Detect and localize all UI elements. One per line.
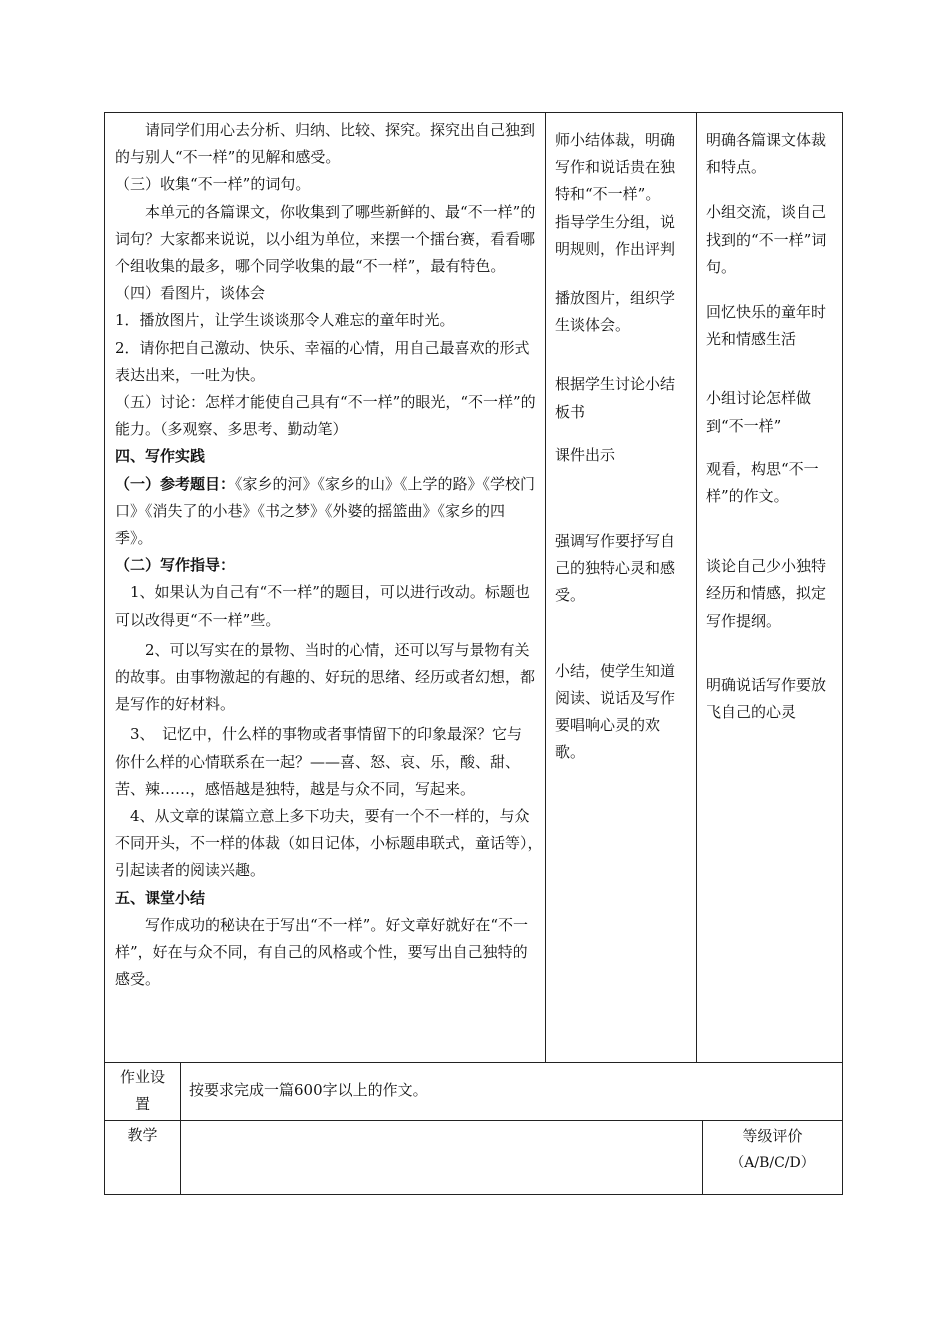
guide-item: 3、 记忆中，什么样的事物或者事情留下的印象最深？它与你什么样的心情联系在一起？——喜、怒、哀、乐，酸、甜、苦、辣……，感悟越是独特，越是与众不同，写起来。: [115, 725, 523, 798]
section-heading-5: （五）讨论：怎样才能使自己具有“不一样”的眼光，“不一样”的能力。（多观察、多思考、勤动笔）: [115, 393, 536, 439]
process-row: [105, 113, 843, 1063]
lesson-plan-sheet: [104, 112, 842, 1195]
section-title-practice: 四、写作实践: [115, 447, 206, 466]
guide-item: 2、可以写实在的景物、当时的心情，还可以写与景物有关的故事。由事物激起的有趣的、好玩的思绪、经历或者幻想，都是写作的好材料。: [115, 640, 536, 714]
evaluation-row: [105, 1121, 843, 1195]
teacher-note: 强调写作要抒写自己的独特心灵和感受。: [555, 532, 676, 605]
homework-row: [105, 1063, 843, 1121]
list-item: 2．请你把自己激动、快乐、幸福的心情，用自己最喜欢的形式表达出来，一吐为快。: [115, 338, 530, 384]
section-heading-3: （三）收集“不一样”的词句。: [115, 175, 311, 194]
teacher-column: [546, 113, 697, 1063]
grade-cell: [703, 1121, 843, 1195]
student-note: 小组交流，谈自己找到的“不一样”词句。: [706, 203, 827, 276]
reference-label: （一）参考题目：: [115, 474, 236, 493]
activity-column: [105, 113, 551, 1063]
teacher-note: 师小结体裁，明确写作和说话贵在独特和“不一样”。: [555, 131, 676, 204]
student-note: 观看，构思“不一样”的作文。: [706, 459, 819, 506]
homework-label-cell: [105, 1063, 181, 1121]
teacher-note: 小结，使学生知道阅读、说话及写作要唱响心灵的欢歌。: [555, 661, 676, 762]
section-heading-4: （四）看图片，谈体会: [115, 284, 266, 303]
teacher-note: 指导学生分组，说明规则，作出评判: [555, 212, 676, 258]
homework-text: 按要求完成一篇600字以上的作文。: [189, 1081, 428, 1099]
student-note: 明确说话写作要放飞自己的心灵: [706, 675, 827, 722]
student-note: 小组讨论怎样做到“不一样”: [706, 389, 812, 435]
guide-item: 4、从文章的谋篇立意上多下功夫，要有一个不一样的，与众不同开头，不一样的体裁（如日记体，小标题串联式，童话等）， 引起读者的阅读兴趣。: [115, 807, 551, 880]
student-note: 明确各篇课文体裁和特点。: [706, 131, 827, 177]
student-note: 谈论自己少小独特经历和情感，拟定写作提纲。: [706, 557, 827, 630]
teacher-note: 播放图片，组织学生谈体会。: [555, 289, 676, 335]
evaluation-label: 教学: [127, 1126, 158, 1144]
evaluation-label-cell: [105, 1121, 181, 1195]
footer-table: [104, 1062, 843, 1195]
grade-label: 等级评价: [742, 1127, 803, 1145]
intro-paragraph: 请同学们用心去分析、归纳、比较、探究。探究出自己独到的与别人“不一样”的见解和感受。: [115, 121, 536, 167]
guide-label: （二）写作指导：: [115, 556, 236, 575]
homework-text-cell: [181, 1063, 843, 1121]
student-column: [697, 113, 843, 1063]
reference-topics: 《家乡的河》《家乡的山》《上学的路》《学校门口》《消失了的小巷》《书之梦》《外婆的摇篮曲》《家乡的四季》。: [115, 474, 536, 548]
collect-paragraph: 本单元的各篇课文，你收集到了哪些新鲜的、最“不一样”的词句？大家都来说说，以小组为单位，来摆一个擂台赛，看看哪个组收集的最多，哪个同学收集的最“不一样”，最有特色。: [115, 202, 536, 276]
grade-options: （A/B/C/D）: [730, 1155, 815, 1171]
lesson-table: [104, 112, 843, 1063]
list-item: 1．播放图片，让学生谈谈那令人难忘的童年时光。: [115, 311, 455, 330]
summary-paragraph: 写作成功的秘诀在于写出“不一样”。好文章好就好在“不一样”，好在与众不同，有自己的风格或个性，要写出自己独特的感受。: [115, 915, 529, 989]
student-note: 回忆快乐的童年时光和情感生活: [706, 303, 827, 349]
teacher-note: 根据学生讨论小结板书: [555, 375, 676, 421]
teacher-note: 课件出示: [555, 445, 616, 464]
guide-item: 1、如果认为自己有“不一样”的题目，可以进行改动。标题也可以改得更“不一样”些。: [115, 583, 530, 629]
evaluation-content-cell: [181, 1121, 703, 1195]
homework-label: 作业设置: [119, 1068, 165, 1113]
section-title-summary: 五、课堂小结: [115, 888, 206, 907]
